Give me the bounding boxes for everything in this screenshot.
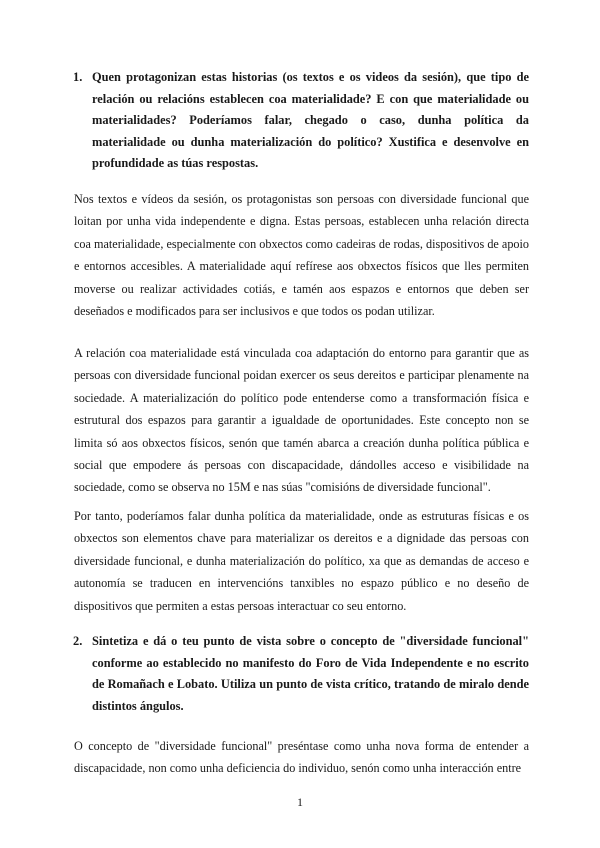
answer-paragraph-4: O concepto de "diversidade funcional" preséntase como unha nova forma de entender a discapacidade, non como unha deficiencia do individuo, senón como unha interacción entre [74, 739, 529, 776]
question-1-text: Quen protagonizan estas historias (os textos e os videos da sesión), que tipo de relación ou relacións establecen coa materialidade? E con que materialidade ou materialidades? Poderíamos falar, chegado o caso, dunha política da materialidade ou dunha materialización do político? Xustifica e desenvolve en profundidade as túas respostas. [92, 70, 529, 171]
question-2 [73, 631, 529, 717]
question-2-text: Sintetiza e dá o teu punto de vista sobre o concepto de "diversidade funcional" conforme ao establecido no manifesto do Foro de Vida Independente e no escrito de Romañach e Lobato. Utiliza un punto de vista crítico, tratando de miralo dende distintos ángulos. [92, 634, 529, 713]
answer-paragraph-3: Por tanto, poderíamos falar dunha política da materialidade, onde as estruturas físicas e os obxectos son elementos chave para materializar os dereitos e a dignidade das persoas con diversidade funcional, e dunha materialización do político, xa que as demandas de acceso e autonomía se traducen en intervencións tanxibles no espazo público e no deseño de dispositivos que permiten a estas persoas interactuar co seu entorno. [74, 509, 529, 613]
answer-paragraph-1: Nos textos e vídeos da sesión, os protagonistas son persoas con diversidade funcional que loitan por unha vida independente e digna. Estas persoas, establecen unha relación directa coa materialidade, especialmente con obxectos como cadeiras de rodas, dispositivos de apoio e entornos accesibles. A materialidade aquí refírese aos obxectos físicos que lles permiten moverse ou realizar actividades cotiás, e tamén aos espazos e entornos que deben ser deseñados e modificados para ser inclusivos e que todos os podan utilizar. [74, 192, 529, 319]
question-1 [73, 67, 529, 175]
question-1-number: 1. [73, 70, 83, 84]
answer-paragraph-2: A relación coa materialidade está vinculada coa adaptación do entorno para garantir que as persoas con diversidade funcional poidan exercer os seus dereitos e participar plenamente na sociedade. A materialización do político pode entenderse como a transformación física e estrutural dos espazos para garantir a igualdade de oportunidades. Este concepto non se limita só aos obxectos físicos, senón que tamén abarca a creación dunha política pública e social que empodere ás persoas con discapacidade, dándolles acceso e visibilidade na sociedade, como se observa no 15M e nas súas "comisións de diversidade funcional". [74, 346, 529, 495]
page-number: 1 [297, 795, 303, 809]
question-2-number: 2. [73, 634, 83, 648]
